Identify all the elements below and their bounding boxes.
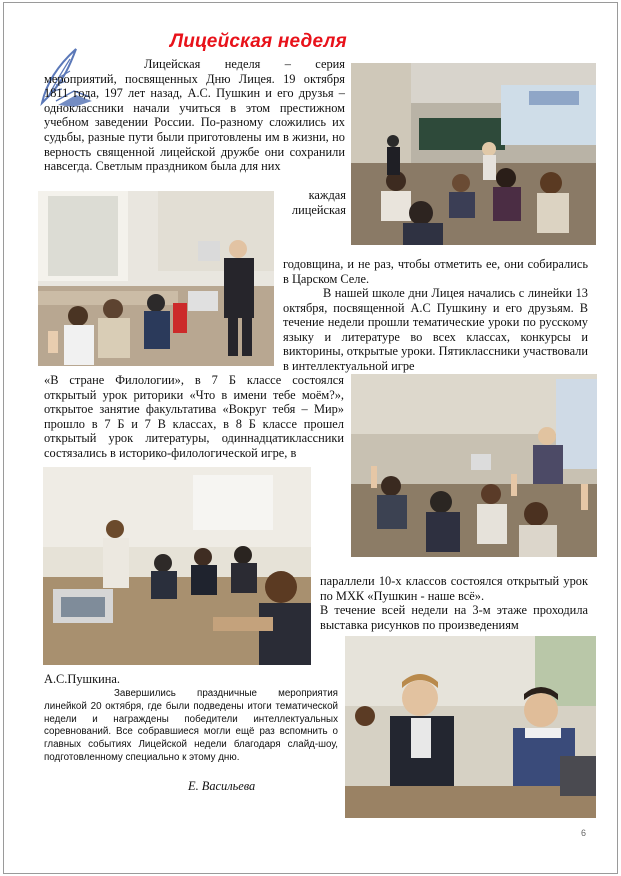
classroom-presentation-photo [351, 63, 596, 245]
teacher-with-students-photo [38, 191, 274, 366]
conclusion-paragraph: Завершились праздничные мероприятия линейкой 20 октября, где были подведены итоги тематической недели и награждены победители интеллектуальных соревнований. Все собравшиеся могли ещё раз вспомнить о главных событиях Лицейской недели благодаря слайд-шоу, подготовленному специально к этому дню. [44, 688, 338, 763]
article-title: Лицейская неделя [170, 31, 347, 52]
author-signature: Е. Васильева [188, 779, 256, 793]
boys-at-desks-photo [345, 636, 596, 818]
lesson-with-laptop-photo [43, 467, 311, 665]
word-kazhdaya: каждая [308, 188, 346, 202]
godovschina-paragraph: годовщина, и не раз, чтобы отметить ее, они собирались в Царском Селе. [283, 257, 588, 286]
parallel-paragraph: параллели 10-х классов состоялся открытый урок по МХК «Пушкин - наше всё». В течение всей недели на 3-м этаже проходила выставка рисунков по произведениям [320, 574, 588, 632]
page-number: 6 [581, 828, 587, 838]
filologia-paragraph: «В стране Филологии», в 7 Б классе состоялся открытый урок риторики «Что в имени тебе моём?», открытое занятие факультатива «Вокруг тебя – Мир» прошло в 7 Б и 7 В классах, в 8 Б классе прошел открытый урок литературы, одиннадцатиклассники состязались в историко-филологической игре, в [44, 373, 344, 460]
intro-text: Лицейская неделя – серия мероприятий, посвященных Дню Лицея. 19 октября 1811 года, 197 лет назад, А.С. Пушкин и его друзья – одноклассники начали учиться в этом престижном учебном заведении России. По-разному сложились их судьбы, разные пути были приготовлены им в жизни, но верность священной лицейской дружбе они сохранили навсегда. Светлым праздником была для них [44, 57, 345, 174]
word-liceyskaya: лицейская [291, 202, 346, 217]
word-kazhdaya-block [282, 188, 346, 217]
school-paragraph: В нашей школе дни Лицея начались с линейки 13 октября, посвященной А.С Пушкину и его друзьям. В течение недели прошли тематические уроки по русскому языку и литературе во всех классах, конкурсы и викторины, открытые уроки. Пятиклассники участвовали в интеллектуальной игре [283, 286, 588, 373]
students-raising-hands-photo [351, 374, 597, 557]
pushkin-line: А.С.Пушкина. [44, 672, 120, 686]
intro-paragraph [44, 57, 345, 174]
exhibit-paragraph: В течение всей недели на 3-м этаже проходила выставка рисунков по произведениям [320, 603, 588, 632]
